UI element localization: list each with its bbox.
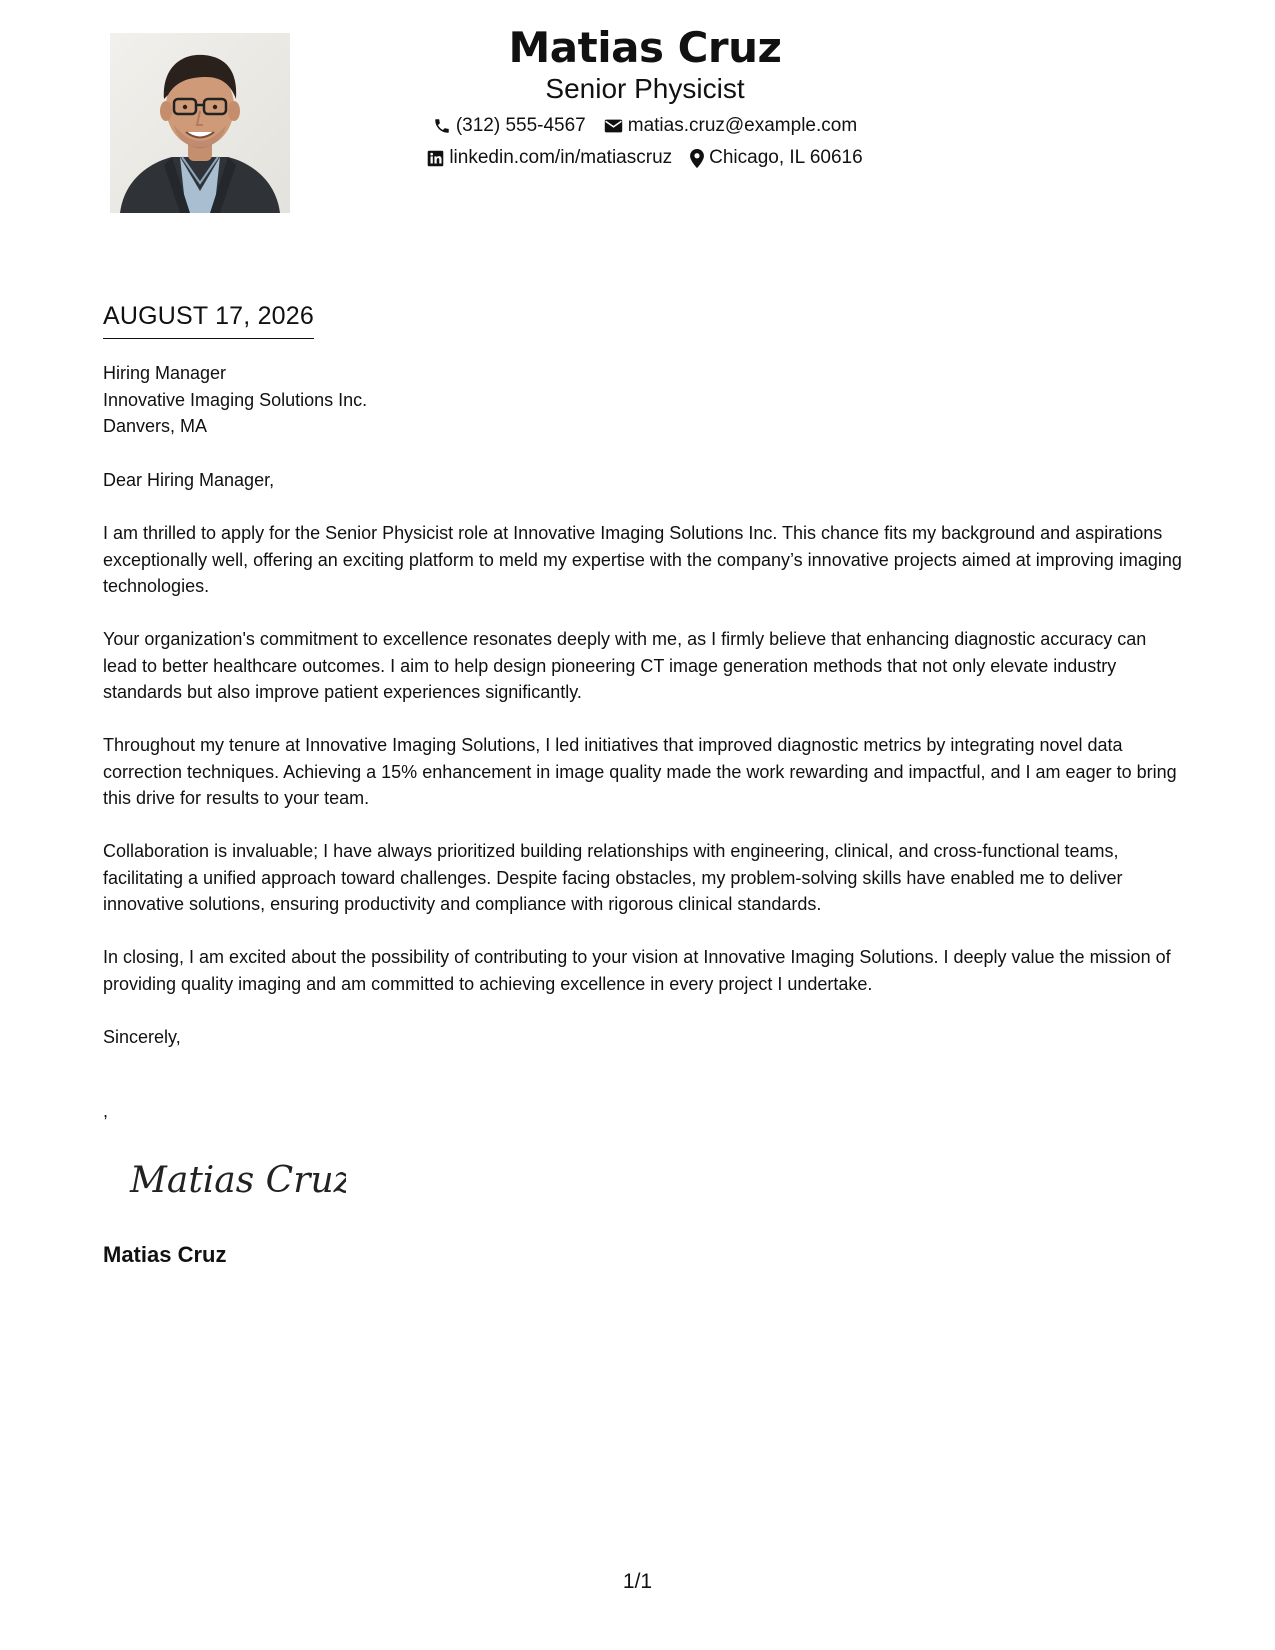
contact-linkedin[interactable] xyxy=(427,146,672,170)
date-block xyxy=(103,300,314,339)
letter-date: AUGUST 17, 2026 xyxy=(103,300,314,339)
signature-text: Matias Cruz xyxy=(130,1160,346,1201)
linkedin-text: linkedin.com/in/matiascruz xyxy=(449,147,673,168)
paragraph: I am thrilled to apply for the Senior Physicist role at Innovative Imaging Solutions Inc. This chance fits my background and aspirations exceptionally well, offering an exciting platform to meld my expertise with the company’s innovative projects aimed at improving imaging technologies. xyxy=(103,523,1182,596)
recipient-name: Hiring Manager xyxy=(103,363,227,383)
map-pin-icon xyxy=(690,149,704,168)
contact-row-2 xyxy=(340,146,950,170)
envelope-icon xyxy=(604,118,623,134)
header xyxy=(340,22,950,170)
paragraph: Your organization's commitment to excellence resonates deeply with me, as I firmly believe that enhancing diagnostic accuracy can lead to better healthcare outcomes. I aim to help design pioneering CT image generation methods that not only elevate industry standards but also improve patient experiences significantly. xyxy=(103,629,1147,702)
email-text: matias.cruz@example.com xyxy=(627,115,858,136)
phone-icon xyxy=(433,117,451,135)
recipient-company: Innovative Imaging Solutions Inc. xyxy=(103,389,368,410)
linkedin-icon xyxy=(427,150,444,167)
applicant-name: Matias Cruz xyxy=(508,23,782,72)
contact-email[interactable] xyxy=(604,114,857,138)
recipient-location: Danvers, MA xyxy=(103,416,208,436)
handwritten-signature xyxy=(126,1148,346,1213)
comma-line: , xyxy=(103,1101,109,1121)
page-number: 1/1 xyxy=(622,1570,653,1593)
letter-body xyxy=(103,467,1183,1077)
paragraph: Collaboration is invaluable; I have always prioritized building relationships with engineering, clinical, and cross-functional teams, facilitating a unified approach toward challenges. Despite facing obstacles, my problem-solving skills have enabled me to deliver innovative solutions, ensuring productivity and compliance with rigorous clinical standards. xyxy=(103,841,1123,914)
contact-location xyxy=(690,146,863,170)
phone-text: (312) 555-4567 xyxy=(455,115,586,136)
profile-photo xyxy=(110,33,290,213)
contact-row-1 xyxy=(340,114,950,138)
closing: Sincerely, xyxy=(103,1026,181,1047)
location-text: Chicago, IL 60616 xyxy=(709,147,863,168)
signed-name: Matias Cruz xyxy=(103,1242,227,1267)
paragraph: Throughout my tenure at Innovative Imaging Solutions, I led initiatives that improved diagnostic metrics by integrating novel data correction techniques. Achieving a 15% enhancement in image quality made the work rewarding and impactful, and I am eager to bring this drive for results to your team. xyxy=(103,735,1177,808)
salutation: Dear Hiring Manager, xyxy=(103,470,275,490)
contact-phone[interactable] xyxy=(433,114,586,138)
job-title: Senior Physicist xyxy=(545,73,745,104)
paragraph: In closing, I am excited about the possibility of contributing to your vision at Innovative Imaging Solutions. I deeply value the mission of providing quality imaging and am committed to achieving excellence in every project I undertake. xyxy=(103,947,1171,994)
recipient-block xyxy=(103,360,367,440)
